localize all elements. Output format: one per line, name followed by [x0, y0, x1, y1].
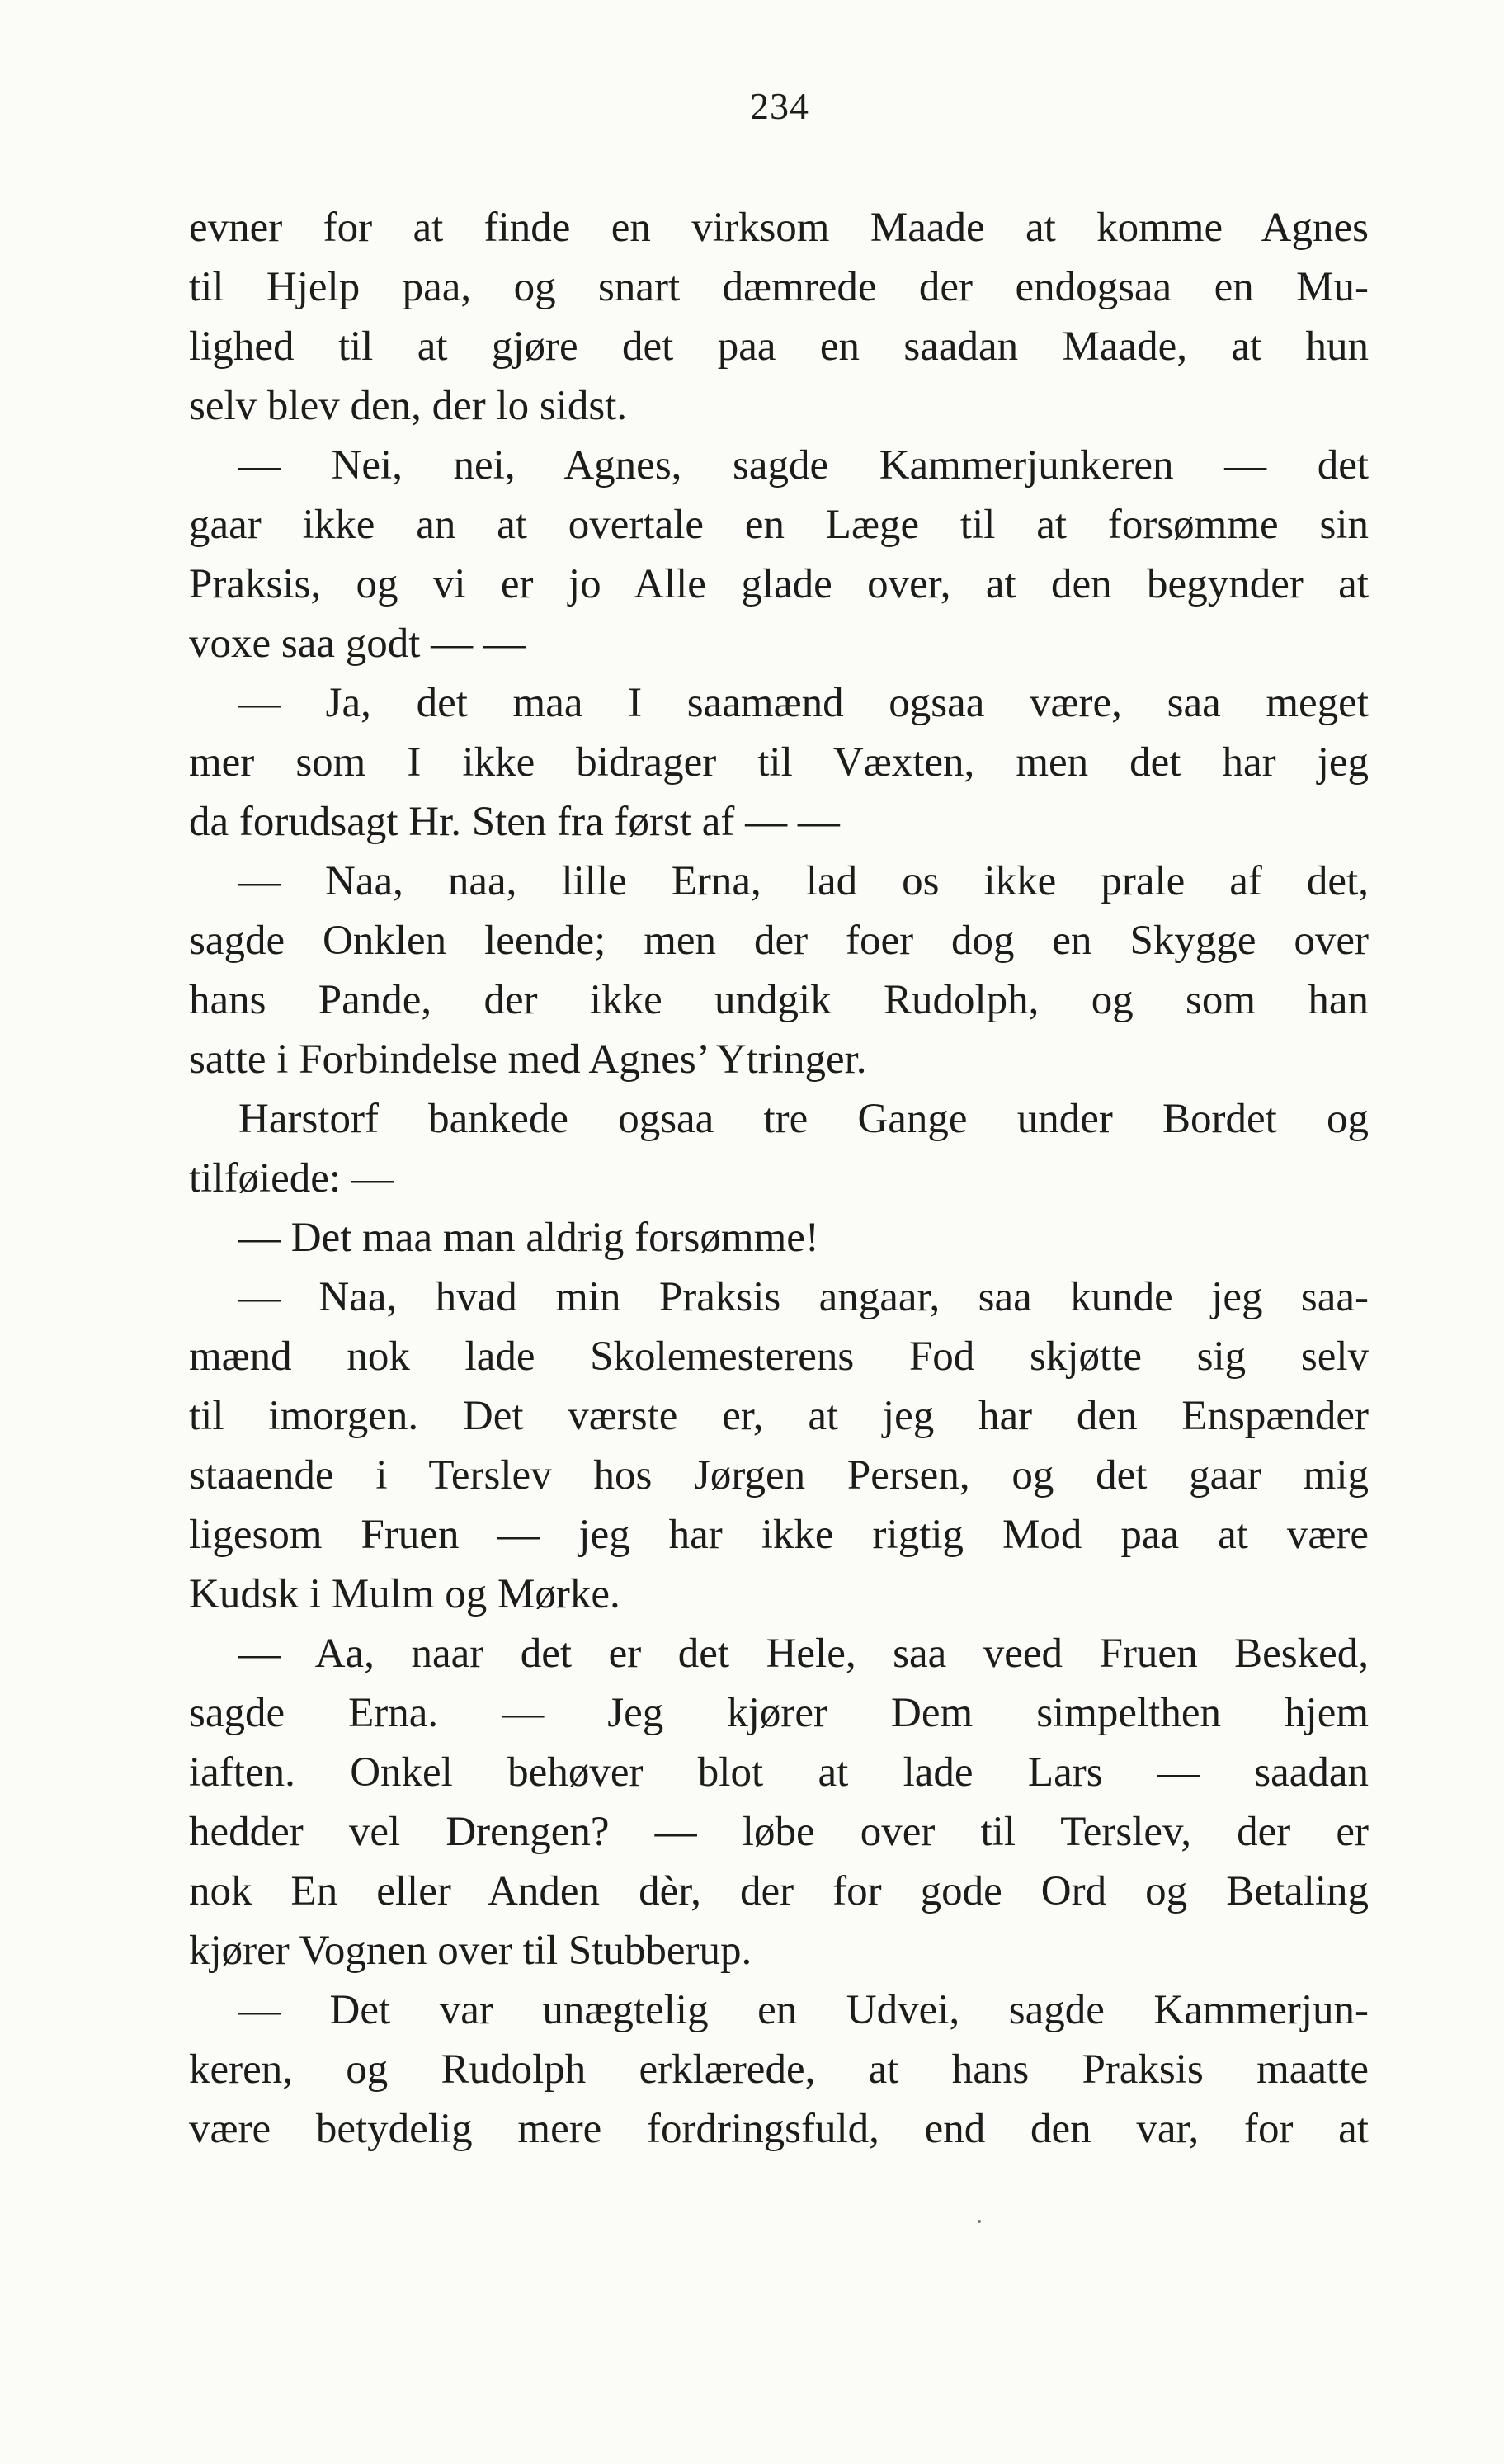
text-line: hans Pande, der ikke undgik Rudolph, og som han	[189, 977, 1369, 1023]
text-line: — Det maa man aldrig forsømme!	[238, 1215, 819, 1261]
text-line: være betydelig mere fordringsfuld, end den var, for at	[189, 2106, 1369, 2152]
text-line: tilføiede: —	[189, 1155, 394, 1201]
text-line: gaar ikke an at overtale en Læge til at forsømme sin	[189, 502, 1369, 548]
text-line: til imorgen. Det værste er, at jeg har den Enspænder	[189, 1393, 1369, 1439]
text-line: — Det var unægtelig en Udvei, sagde Kammerjun-	[238, 1987, 1369, 2033]
page-number: 234	[750, 85, 809, 127]
text-line: — Nei, nei, Agnes, sagde Kammerjunkeren — det	[238, 442, 1369, 489]
text-line: — Naa, hvad min Praksis angaar, saa kunde jeg saa-	[238, 1274, 1369, 1320]
paper-speck	[978, 2220, 981, 2223]
text-line: mer som I ikke bidrager til Væxten, men det har jeg	[189, 739, 1369, 786]
text-line: Praksis, og vi er jo Alle glade over, at den begynder at	[189, 561, 1369, 607]
text-line: staaende i Terslev hos Jørgen Persen, og det gaar mig	[189, 1452, 1369, 1499]
text-line: — Naa, naa, lille Erna, lad os ikke prale af det,	[238, 858, 1369, 904]
text-line: lighed til at gjøre det paa en saadan Maade, at hun	[189, 323, 1369, 370]
text-line: sagde Erna. — Jeg kjører Dem simpelthen hjem	[189, 1690, 1369, 1736]
text-line: Kudsk i Mulm og Mørke.	[189, 1571, 620, 1617]
text-line: kjører Vognen over til Stubberup.	[189, 1928, 752, 1974]
text-line: — Ja, det maa I saamænd ogsaa være, saa meget	[238, 680, 1369, 726]
text-line: — Aa, naar det er det Hele, saa veed Fruen Besked,	[238, 1631, 1369, 1677]
text-line: sagde Onklen leende; men der foer dog en Skygge over	[189, 918, 1369, 964]
text-line: da forudsagt Hr. Sten fra først af — —	[189, 799, 840, 845]
text-line: mænd nok lade Skolemesterens Fod skjøtte sig selv	[189, 1333, 1369, 1380]
text-line: evner for at finde en virksom Maade at komme Agnes	[189, 205, 1369, 251]
text-line: voxe saa godt — —	[189, 621, 526, 667]
text-line: hedder vel Drengen? — løbe over til Terslev, der er	[189, 1809, 1369, 1855]
text-line: ligesom Fruen — jeg har ikke rigtig Mod paa at være	[189, 1512, 1369, 1558]
text-line: selv blev den, der lo sidst.	[189, 383, 628, 429]
text-line: til Hjelp paa, og snart dæmrede der endogsaa en Mu-	[189, 264, 1369, 310]
text-line: nok En eller Anden dèr, der for gode Ord og Betaling	[189, 1868, 1369, 1914]
text-line: iaften. Onkel behøver blot at lade Lars — saadan	[189, 1749, 1369, 1796]
text-line: keren, og Rudolph erklærede, at hans Praksis maatte	[189, 2046, 1369, 2093]
text-line: Harstorf bankede ogsaa tre Gange under Bordet og	[238, 1096, 1369, 1142]
body-text	[189, 198, 1369, 2159]
text-line: satte i Forbindelse med Agnes’ Ytringer.	[189, 1036, 867, 1083]
